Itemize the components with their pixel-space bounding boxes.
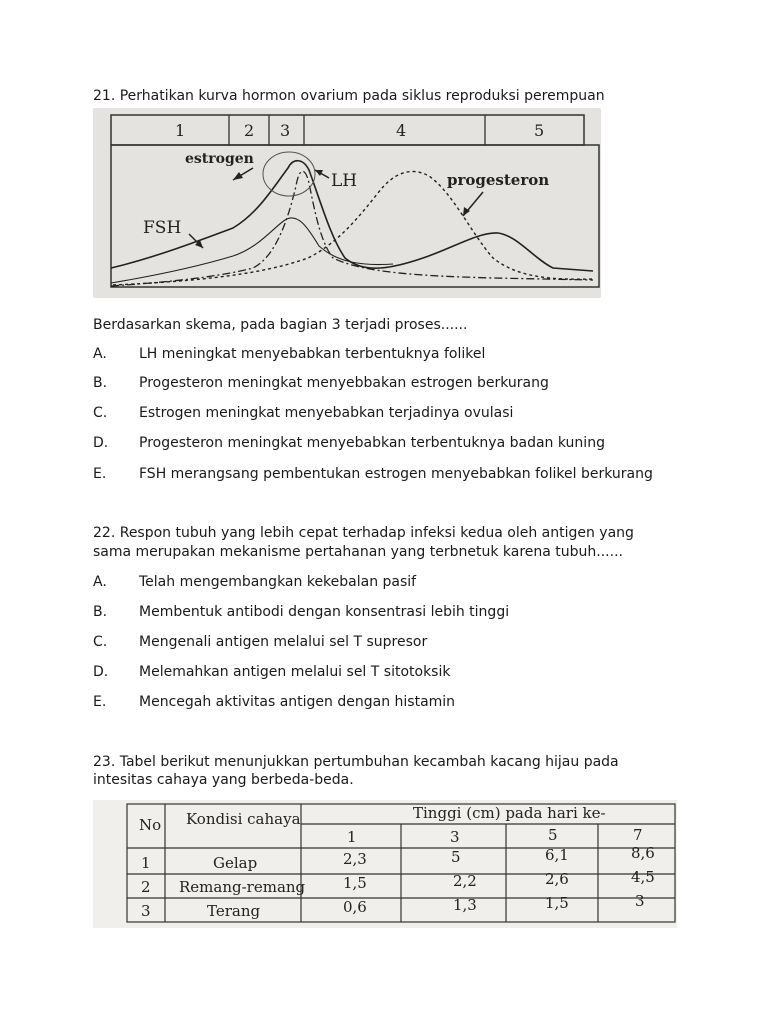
row-3-day-3: 1,3 [453, 896, 477, 914]
option-letter: E. [93, 466, 107, 482]
option-text: Progesteron meningkat menyebabkan terbentuknya badan kuning [139, 435, 605, 451]
progesteron-label: progesteron [447, 171, 550, 189]
q21-option-a[interactable] [93, 345, 485, 363]
option-letter: B. [93, 604, 108, 620]
phase-label-1: 1 [175, 121, 186, 140]
header-kondisi: Kondisi cahaya [186, 810, 301, 828]
phase-label-3: 3 [280, 121, 291, 140]
q21-option-e[interactable] [93, 465, 653, 483]
header-day-5: 5 [548, 826, 558, 844]
option-text: Mengenali antigen melalui sel T supresor [139, 634, 428, 650]
option-letter: C. [93, 634, 108, 650]
question-21-text: 21. Perhatikan kurva hormon ovarium pada siklus reproduksi perempuan [93, 88, 605, 104]
option-text: LH meningkat menyebabkan terbentuknya folikel [139, 346, 486, 362]
header-no: No [139, 816, 162, 834]
question-21-prompt: Berdasarkan skema, pada bagian 3 terjadi proses...... [93, 317, 468, 333]
q21-option-c[interactable] [93, 404, 513, 422]
option-text: Progesteron meningkat menyebbakan estrogen berkurang [139, 375, 549, 391]
hormone-curve-svg [93, 108, 601, 298]
q21-option-b[interactable] [93, 374, 549, 392]
row-2-day-3: 2,2 [453, 872, 477, 890]
row-1-kondisi: Gelap [213, 854, 258, 872]
option-text: Melemahkan antigen melalui sel T sitotoksik [139, 664, 451, 680]
option-letter: A. [93, 574, 107, 590]
row-1-day-7: 8,6 [631, 844, 655, 862]
lh-label: LH [331, 171, 358, 191]
row-3-kondisi: Terang [207, 902, 261, 920]
question-22-line-2: sama merupakan mekanisme pertahanan yang terbnetuk karena tubuh...... [93, 544, 623, 560]
header-day-3: 3 [450, 828, 460, 846]
option-letter: E. [93, 694, 107, 710]
row-2-kondisi: Remang-remang [179, 878, 306, 896]
phase-label-5: 5 [534, 121, 545, 140]
row-2-no: 2 [141, 878, 151, 896]
q22-option-e[interactable] [93, 693, 455, 711]
q22-option-d[interactable] [93, 663, 450, 681]
estrogen-label: estrogen [185, 151, 254, 167]
option-letter: B. [93, 375, 108, 391]
header-tinggi: Tinggi (cm) pada hari ke- [413, 804, 606, 822]
row-2-day-5: 2,6 [545, 870, 569, 888]
fsh-label: FSH [143, 218, 182, 238]
option-letter: D. [93, 664, 109, 680]
question-22-line-1: 22. Respon tubuh yang lebih cepat terhadap infeksi kedua oleh antigen yang [93, 525, 634, 541]
header-day-7: 7 [633, 826, 643, 844]
row-3-day-1: 0,6 [343, 898, 367, 916]
option-text: Estrogen meningkat menyebabkan terjadinya ovulasi [139, 405, 514, 421]
header-day-1: 1 [347, 828, 357, 846]
row-3-no: 3 [141, 902, 151, 920]
question-23-line-1: 23. Tabel berikut menunjukkan pertumbuhan kecambah kacang hijau pada [93, 754, 619, 770]
row-3-day-7: 3 [635, 892, 645, 910]
q21-option-d[interactable] [93, 434, 605, 452]
row-2-day-1: 1,5 [343, 874, 367, 892]
hormone-curve-figure [93, 108, 601, 298]
option-text: Telah mengembangkan kekebalan pasif [139, 574, 417, 590]
row-1-day-5: 6,1 [545, 846, 569, 864]
row-1-day-1: 2,3 [343, 850, 367, 868]
q22-option-b[interactable] [93, 603, 509, 621]
option-letter: A. [93, 346, 107, 362]
growth-table-figure [93, 800, 677, 928]
peak-highlight-circle [263, 152, 315, 196]
row-2-day-7: 4,5 [631, 868, 655, 886]
option-letter: C. [93, 405, 108, 421]
option-text: Membentuk antibodi dengan konsentrasi lebih tinggi [139, 604, 510, 620]
row-3-day-5: 1,5 [545, 894, 569, 912]
option-letter: D. [93, 435, 109, 451]
growth-table-svg [93, 800, 677, 928]
row-1-day-3: 5 [451, 848, 461, 866]
phase-label-2: 2 [244, 121, 255, 140]
row-1-no: 1 [141, 854, 151, 872]
phase-label-4: 4 [396, 121, 407, 140]
q22-option-a[interactable] [93, 573, 416, 591]
question-23-line-2: intesitas cahaya yang berbeda-beda. [93, 772, 354, 788]
option-text: FSH merangsang pembentukan estrogen menyebabkan folikel berkurang [139, 466, 653, 482]
q22-option-c[interactable] [93, 633, 427, 651]
option-text: Mencegah aktivitas antigen dengan histamin [139, 694, 456, 710]
